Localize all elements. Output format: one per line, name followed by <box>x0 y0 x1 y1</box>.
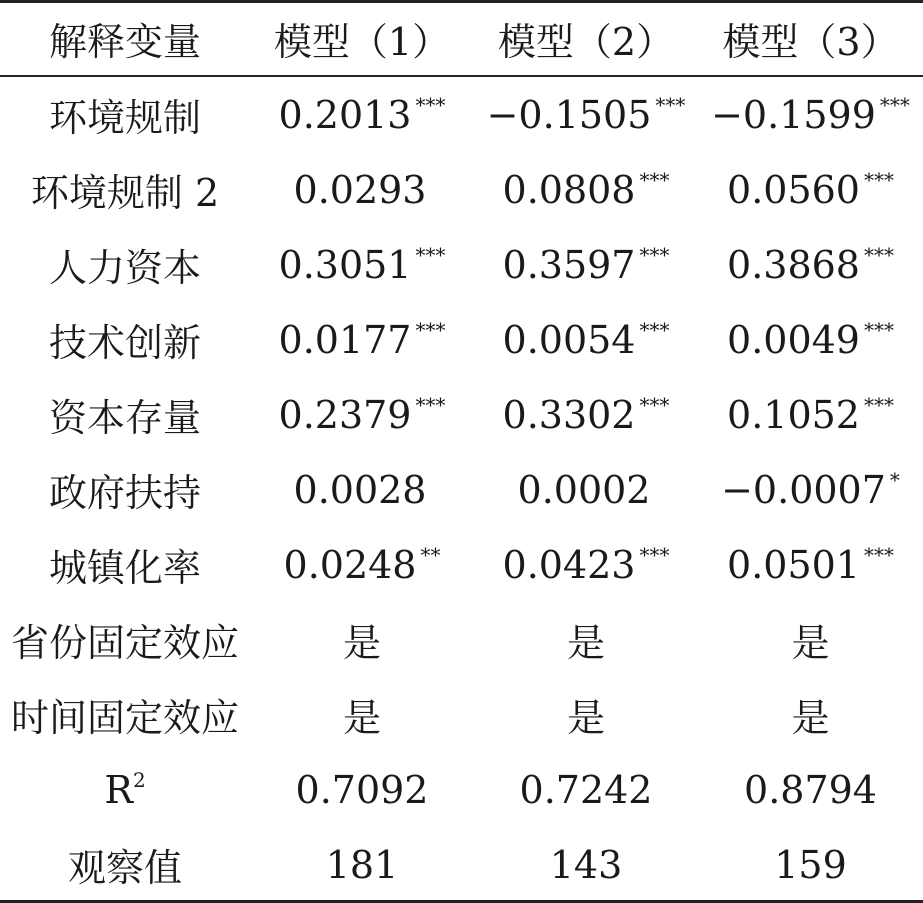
significance-stars: *** <box>415 392 446 417</box>
table-row <box>0 77 923 152</box>
coefficient: 0.3868 <box>727 242 860 287</box>
significance-stars: *** <box>879 92 910 117</box>
coefficient: 0.1052 <box>727 392 860 437</box>
table-row <box>0 152 923 227</box>
r-squared-row <box>0 752 923 827</box>
coefficient: 0.0808 <box>502 167 636 212</box>
model-2-cell <box>474 227 698 302</box>
model-2-cell <box>474 302 698 377</box>
coefficient: 0.0177 <box>278 317 412 362</box>
coefficient: 0.0054 <box>502 317 636 362</box>
coefficient: 0.0049 <box>727 317 860 362</box>
significance-stars: *** <box>655 92 686 117</box>
model-1-cell <box>250 677 474 752</box>
model-2-cell <box>474 377 698 452</box>
significance-stars: * <box>889 467 900 492</box>
r-squared-value: 0.7092 <box>295 767 429 812</box>
model-2-cell <box>474 752 698 827</box>
fixed-effect-flag: 是 <box>566 696 605 740</box>
variable-name: 资本存量 <box>48 396 201 440</box>
header-model-3: 模型（3） <box>722 20 899 64</box>
significance-stars: ** <box>420 542 441 567</box>
coefficient: 0.0028 <box>293 467 427 512</box>
fixed-effect-flag: 是 <box>342 621 381 665</box>
variable-name: 时间固定效应 <box>10 696 239 740</box>
significance-stars: *** <box>639 542 670 567</box>
significance-stars: *** <box>863 317 894 342</box>
model-2-cell <box>474 527 698 602</box>
significance-stars: *** <box>639 167 670 192</box>
model-3-cell <box>698 77 923 152</box>
r-squared-superscript: 2 <box>132 767 146 792</box>
significance-stars: *** <box>639 392 670 417</box>
coefficient: 0.0002 <box>517 467 651 512</box>
model-2-cell <box>474 452 698 527</box>
model-1-cell <box>250 452 474 527</box>
model-1-cell <box>250 302 474 377</box>
coefficient: 0.3302 <box>502 392 636 437</box>
model-1-cell <box>250 827 474 902</box>
model-2-cell <box>474 827 698 902</box>
model-3-cell <box>698 152 923 227</box>
coefficient: 0.0293 <box>293 167 427 212</box>
coefficient: 0.0501 <box>727 542 860 587</box>
model-3-cell <box>698 377 923 452</box>
table-row <box>0 377 923 452</box>
model-1-cell <box>250 377 474 452</box>
model-1-cell <box>250 77 474 152</box>
table-body <box>0 77 923 902</box>
r-squared-label <box>0 752 250 827</box>
significance-stars: *** <box>863 542 894 567</box>
table-row <box>0 227 923 302</box>
model-2-cell <box>474 602 698 677</box>
significance-stars: *** <box>639 317 670 342</box>
r-squared-value: 0.7242 <box>519 767 653 812</box>
significance-stars: *** <box>415 242 446 267</box>
variable-name: 人力资本 <box>48 246 201 290</box>
model-3-cell <box>698 527 923 602</box>
observations-value: 143 <box>549 842 623 887</box>
coefficient: −0.1505 <box>486 92 652 137</box>
r-squared-base: R <box>104 767 133 812</box>
model-3-cell <box>698 602 923 677</box>
table-row <box>0 602 923 677</box>
variable-name: 技术创新 <box>48 321 201 365</box>
coefficient: 0.3051 <box>278 242 412 287</box>
r-squared-value: 0.8794 <box>744 767 877 812</box>
model-1-cell <box>250 227 474 302</box>
coefficient: 0.3597 <box>502 242 636 287</box>
header-variable: 解释变量 <box>48 20 201 64</box>
model-1-cell <box>250 152 474 227</box>
significance-stars: *** <box>863 392 894 417</box>
model-3-cell <box>698 827 923 902</box>
table-row <box>0 527 923 602</box>
variable-name: 城镇化率 <box>48 546 201 590</box>
coefficient: −0.1599 <box>711 92 876 137</box>
significance-stars: *** <box>639 242 670 267</box>
observations-value: 181 <box>325 842 399 887</box>
table-row <box>0 302 923 377</box>
coefficient: 0.2379 <box>278 392 412 437</box>
coefficient: 0.0423 <box>502 542 636 587</box>
model-3-cell <box>698 227 923 302</box>
significance-stars: *** <box>863 242 894 267</box>
table-row <box>0 452 923 527</box>
header-model-2: 模型（2） <box>497 20 675 64</box>
coefficient: 0.0248 <box>283 542 417 587</box>
coefficient: 0.0560 <box>727 167 860 212</box>
table-header-row <box>0 0 923 77</box>
coefficient: 0.2013 <box>278 92 412 137</box>
significance-stars: *** <box>415 92 446 117</box>
table-row <box>0 677 923 752</box>
model-3-cell <box>698 677 923 752</box>
model-3-cell <box>698 302 923 377</box>
coefficient: −0.0007 <box>721 467 886 512</box>
fixed-effect-flag: 是 <box>791 621 830 665</box>
model-3-cell <box>698 752 923 827</box>
variable-name: 省份固定效应 <box>10 621 239 665</box>
significance-stars: *** <box>863 167 894 192</box>
model-2-cell <box>474 677 698 752</box>
observations-value: 159 <box>774 842 847 887</box>
model-1-cell <box>250 527 474 602</box>
model-1-cell <box>250 602 474 677</box>
variable-name: 环境规制 <box>48 96 201 140</box>
model-2-cell <box>474 77 698 152</box>
fixed-effect-flag: 是 <box>342 696 381 740</box>
variable-name: 环境规制 2 <box>30 171 220 215</box>
fixed-effect-flag: 是 <box>791 696 830 740</box>
variable-name: 政府扶持 <box>48 471 201 515</box>
header-model-1: 模型（1） <box>273 20 451 64</box>
model-2-cell <box>474 152 698 227</box>
fixed-effect-flag: 是 <box>566 621 605 665</box>
observations-label: 观察值 <box>67 846 182 890</box>
significance-stars: *** <box>415 317 446 342</box>
observations-row <box>0 827 923 902</box>
model-1-cell <box>250 752 474 827</box>
model-3-cell <box>698 452 923 527</box>
